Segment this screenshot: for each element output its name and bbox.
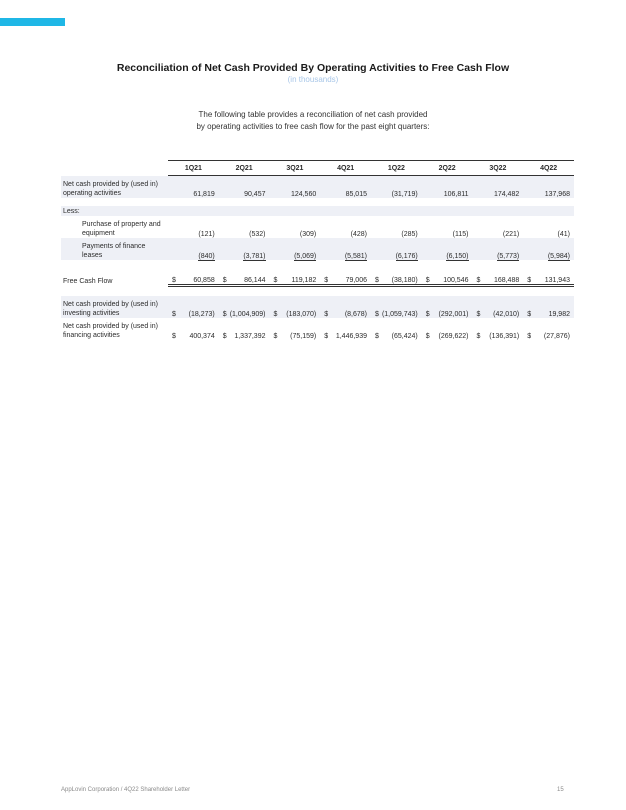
row-label-line: Net cash provided by (used in) [63, 301, 158, 308]
quarter-header: 4Q22 [523, 161, 574, 176]
row-label-line: investing activities [63, 310, 120, 317]
value-text: (5,984) [547, 253, 570, 260]
money-cell [270, 296, 321, 318]
value-text: 60,858 [193, 277, 215, 284]
value-cell [320, 238, 371, 260]
row-label-line: Net cash provided by (used in) [63, 181, 158, 188]
page-subtitle: (in thousands) [287, 75, 339, 84]
value-cell: (309) [299, 231, 317, 238]
quarter-header: 2Q22 [422, 161, 473, 176]
currency-symbol: $ [222, 333, 227, 340]
value-cell: (121) [198, 231, 215, 238]
quarter-header: 1Q22 [371, 161, 422, 176]
row-label-line: operating activities [63, 190, 121, 197]
currency-symbol: $ [324, 277, 329, 284]
quarter-header: 4Q21 [320, 161, 371, 176]
value-cell: 174,482 [473, 176, 524, 199]
accent-bar [0, 18, 65, 26]
money-cell [422, 268, 473, 286]
currency-symbol: $ [476, 311, 481, 318]
operating-activities-row [61, 176, 574, 199]
money-cell [168, 318, 219, 340]
money-cell [320, 318, 371, 340]
value-cell [219, 238, 270, 260]
money-cell [422, 318, 473, 340]
quarter-header: 2Q21 [219, 161, 270, 176]
value-text: (840) [198, 253, 215, 260]
less-row [61, 206, 574, 216]
value-text: (136,391) [489, 333, 520, 340]
currency-symbol: $ [425, 277, 430, 284]
value-cell: 137,968 [523, 176, 574, 199]
value-text: (5,069) [294, 253, 317, 260]
currency-symbol: $ [222, 277, 227, 284]
investing-activities-row [61, 296, 574, 318]
finance-leases-row [61, 238, 574, 260]
row-label-line: leases [82, 252, 103, 259]
label-header-cell [61, 161, 168, 176]
intro-line-2: by operating activities to free cash flow for the past eight quarters: [196, 122, 430, 131]
value-text: (1,004,909) [229, 311, 266, 318]
quarter-header: 3Q22 [473, 161, 524, 176]
value-text: (5,581) [344, 253, 367, 260]
currency-symbol: $ [527, 333, 532, 340]
value-text: (27,876) [543, 333, 570, 340]
page-title: Reconciliation of Net Cash Provided By Operating Activities to Free Cash Flow [116, 62, 510, 74]
money-cell [422, 296, 473, 318]
value-text: (1,059,743) [381, 311, 418, 318]
less-label: Less: [61, 206, 168, 216]
row-label [61, 318, 168, 340]
value-cell [270, 238, 321, 260]
money-cell [371, 318, 422, 340]
money-cell [473, 318, 524, 340]
free-cash-flow-row [61, 268, 574, 286]
row-label [61, 216, 168, 238]
value-cell: 90,457 [219, 176, 270, 199]
money-cell [371, 296, 422, 318]
spacer-row [61, 286, 574, 297]
currency-symbol: $ [324, 333, 329, 340]
currency-symbol: $ [172, 311, 176, 318]
value-text: 86,144 [244, 277, 266, 284]
value-cell [422, 238, 473, 260]
value-cell: (285) [401, 231, 418, 238]
money-cell [523, 296, 574, 318]
intro-line-1: The following table provides a reconciliation of net cash provided [198, 110, 428, 119]
value-text: (38,180) [391, 277, 418, 284]
money-cell [320, 296, 371, 318]
financing-activities-row [61, 318, 574, 340]
value-cell: (532) [249, 231, 266, 238]
value-cell: (428) [350, 231, 367, 238]
value-text: 1,337,392 [234, 333, 266, 340]
value-text: (75,159) [290, 333, 317, 340]
money-cell [270, 268, 321, 286]
money-cell [523, 318, 574, 340]
value-cell [523, 238, 574, 260]
currency-symbol: $ [476, 333, 481, 340]
currency-symbol: $ [375, 277, 379, 284]
value-text: 100,546 [443, 277, 469, 284]
row-label: Free Cash Flow [63, 277, 113, 285]
value-cell: (115) [452, 231, 469, 238]
value-cell [473, 238, 524, 260]
row-label-line: financing activities [63, 332, 120, 339]
row-label-line: equipment [82, 230, 115, 237]
currency-symbol: $ [527, 311, 532, 318]
currency-symbol: $ [527, 277, 532, 284]
currency-symbol: $ [172, 277, 176, 284]
value-text: (3,781) [243, 253, 266, 260]
currency-symbol: $ [425, 311, 430, 318]
page-number: 15 [557, 787, 564, 793]
value-text: 131,943 [544, 277, 570, 284]
value-text: 168,488 [493, 277, 520, 284]
value-cell: 106,811 [422, 176, 473, 199]
money-cell [219, 268, 270, 286]
value-cell: 85,015 [320, 176, 371, 199]
quarter-header: 3Q21 [270, 161, 321, 176]
value-cell: (221) [502, 231, 520, 238]
value-text: (65,424) [391, 333, 418, 340]
currency-symbol: $ [375, 311, 379, 318]
value-text: (6,150) [446, 253, 469, 260]
ppe-row [61, 216, 574, 238]
row-label [61, 238, 168, 260]
money-cell [473, 268, 524, 286]
money-cell [270, 318, 321, 340]
spacer-row [61, 260, 574, 268]
value-text: (183,070) [286, 311, 317, 318]
currency-symbol: $ [273, 277, 278, 284]
value-text: 400,374 [189, 333, 215, 340]
value-text: (8,678) [344, 311, 367, 318]
spacer-row [61, 198, 574, 206]
value-text: 79,006 [345, 277, 367, 284]
value-text: 119,182 [291, 277, 317, 284]
value-cell [371, 238, 422, 260]
money-cell [371, 268, 422, 286]
value-cell: 124,560 [270, 176, 321, 199]
money-cell [473, 296, 524, 318]
value-text: (292,001) [438, 311, 469, 318]
value-cell: (41) [557, 231, 570, 238]
money-cell [320, 268, 371, 286]
currency-symbol: $ [425, 333, 430, 340]
money-cell [219, 318, 270, 340]
currency-symbol: $ [172, 333, 176, 340]
currency-symbol: $ [476, 277, 481, 284]
value-text: 19,982 [548, 311, 570, 318]
footer-text: AppLovin Corporation / 4Q22 Shareholder Letter [61, 787, 191, 793]
quarter-header-row [61, 161, 574, 176]
currency-symbol: $ [273, 333, 278, 340]
value-text: 1,446,939 [335, 333, 367, 340]
quarter-header: 1Q21 [168, 161, 219, 176]
value-text: (6,176) [395, 253, 418, 260]
currency-symbol: $ [375, 333, 379, 340]
value-text: (269,622) [438, 333, 469, 340]
money-cell [168, 268, 219, 286]
money-cell [219, 296, 270, 318]
row-label [61, 176, 168, 199]
value-text: (5,773) [497, 253, 520, 260]
money-cell [523, 268, 574, 286]
value-text: (18,273) [188, 311, 215, 318]
currency-symbol: $ [273, 311, 278, 318]
reconciliation-table-container [61, 160, 574, 340]
row-label-line: Net cash provided by (used in) [63, 323, 158, 330]
row-label-line: Payments of finance [82, 243, 146, 250]
row-label [61, 296, 168, 318]
reconciliation-table [61, 160, 574, 340]
row-label-line: Purchase of property and [82, 221, 161, 228]
currency-symbol: $ [324, 311, 329, 318]
value-cell: (31,719) [371, 176, 422, 199]
value-text: (42,010) [493, 311, 520, 318]
intro-paragraph [0, 109, 626, 133]
value-cell [168, 238, 219, 260]
money-cell [168, 296, 219, 318]
currency-symbol: $ [222, 311, 227, 318]
value-cell: 61,819 [168, 176, 219, 199]
